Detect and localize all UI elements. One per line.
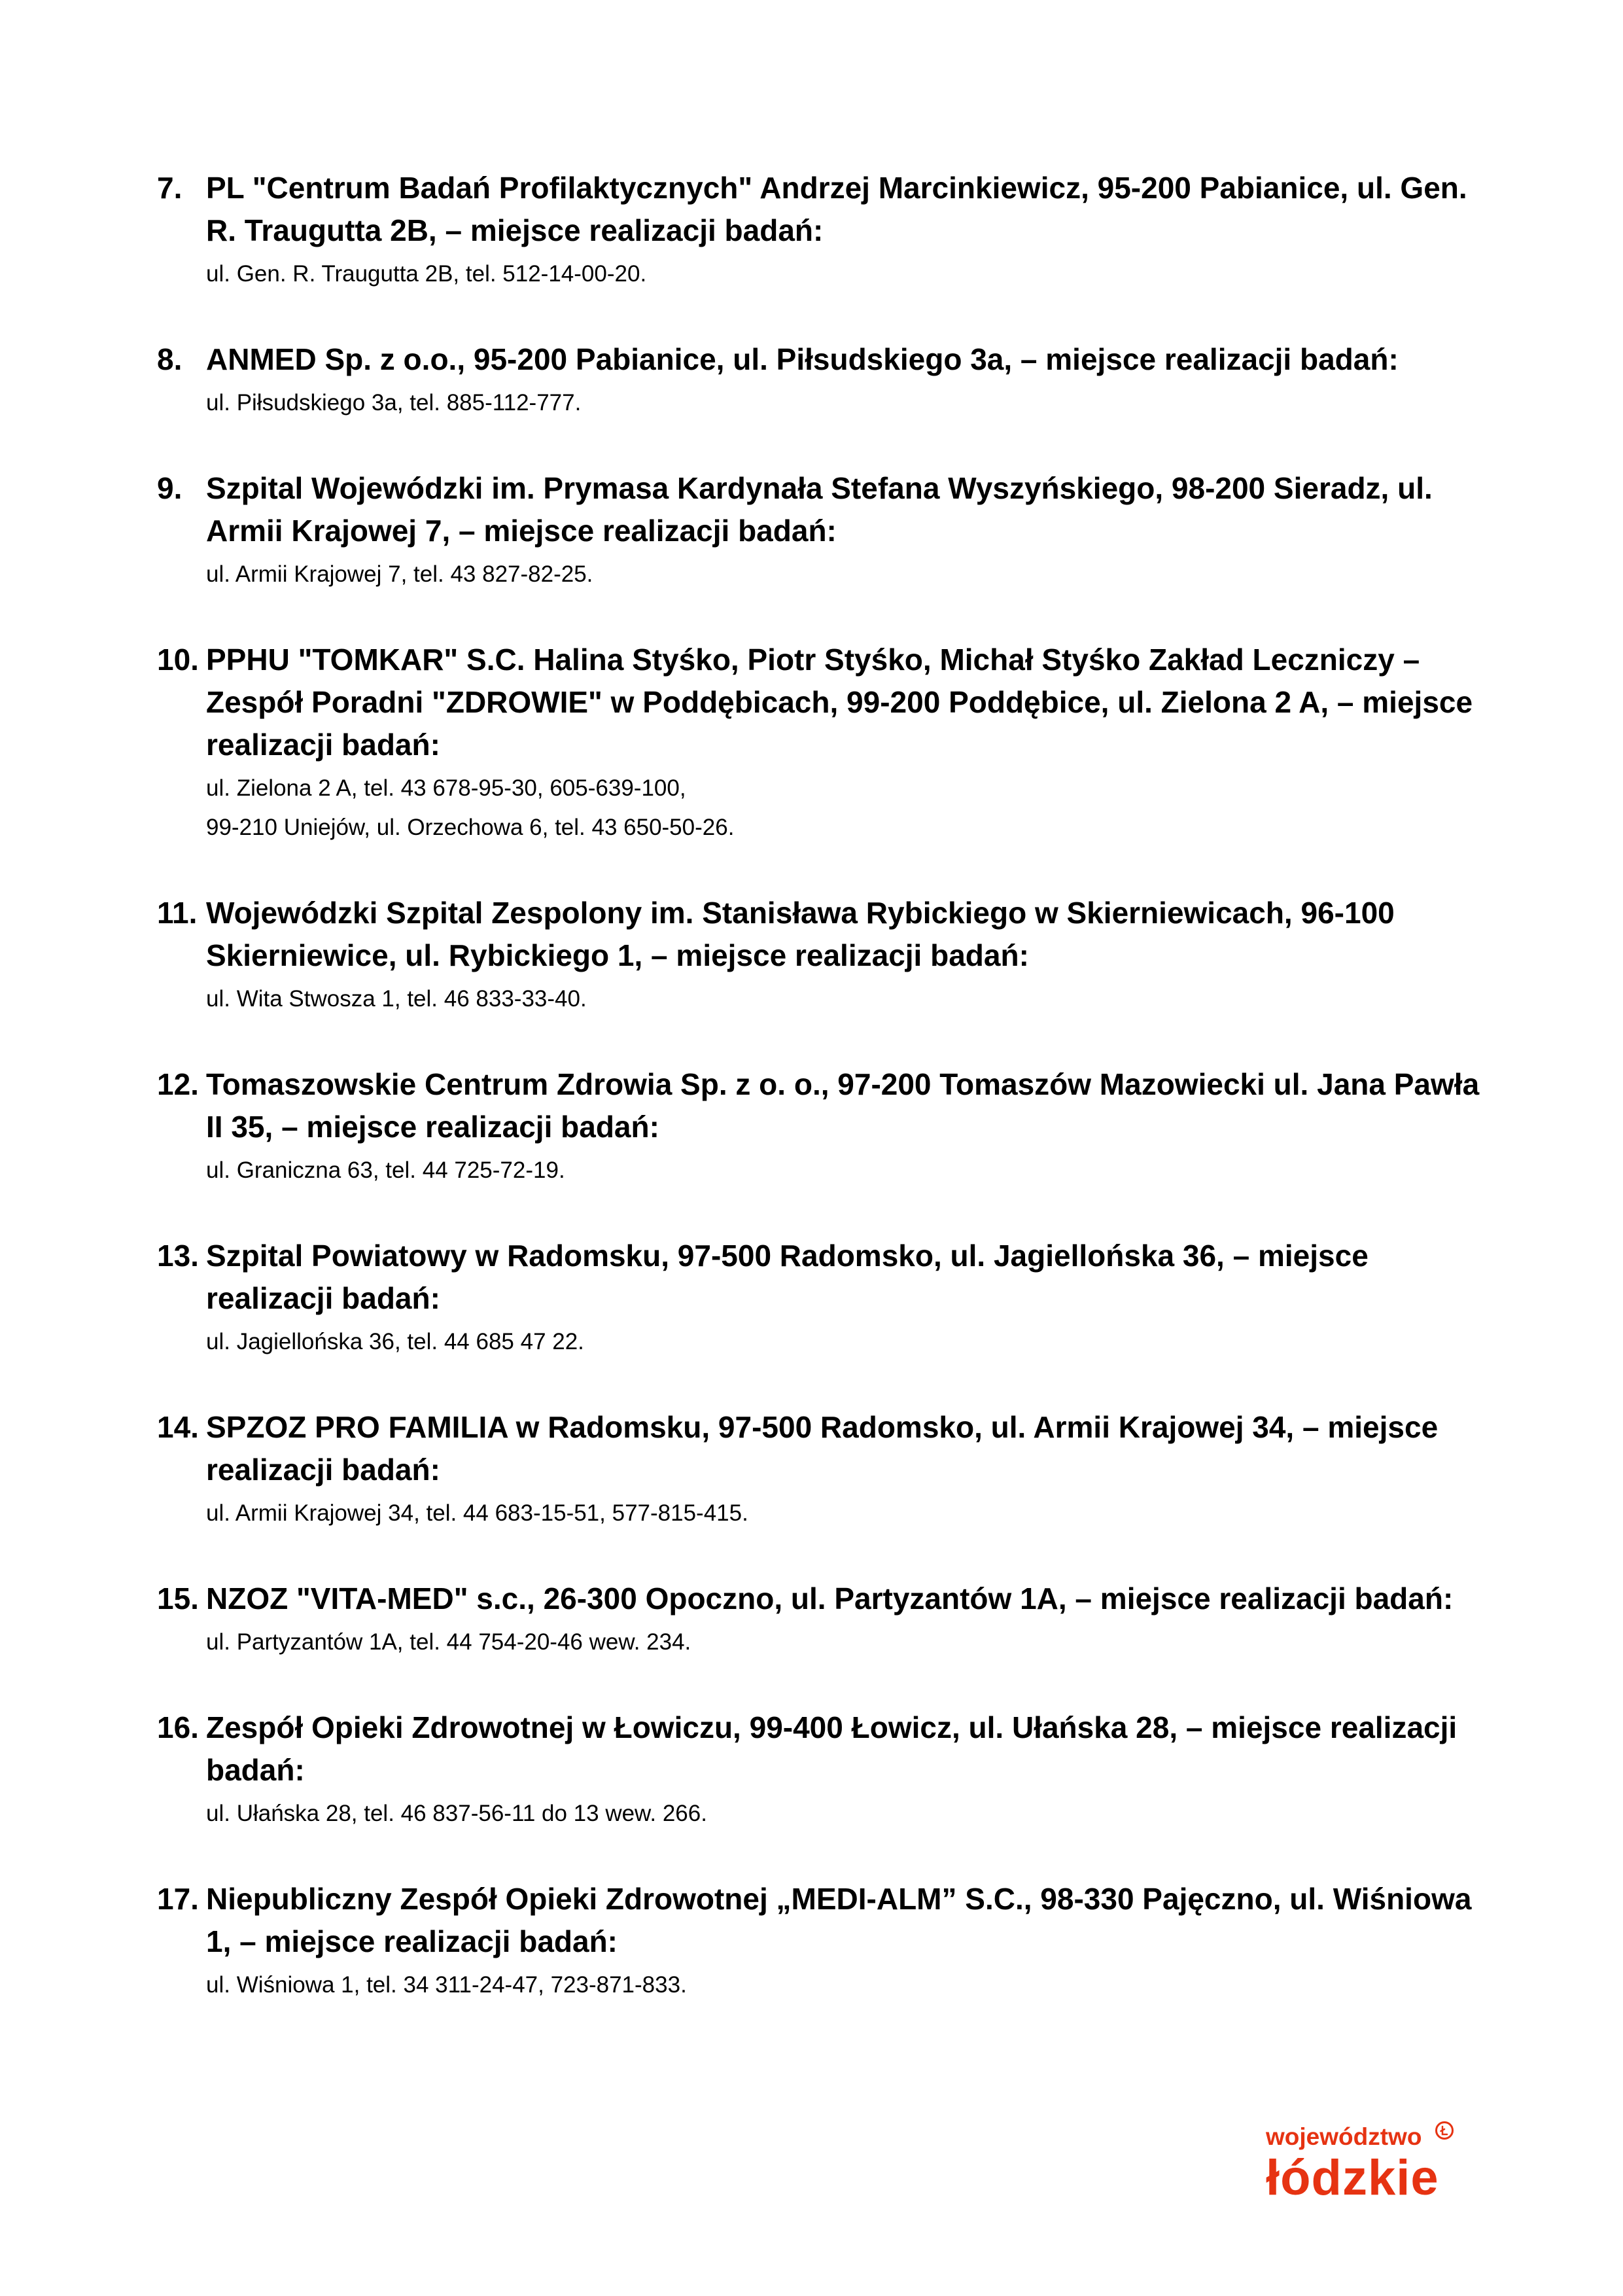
- facility-title: Niepubliczny Zespół Opieki Zdrowotnej „MEDI-ALM” S.C., 98-330 Pajęczno, ul. Wiśniowa 1, – miejsce realizacji badań:: [206, 1882, 1472, 1958]
- list-item: [157, 1706, 1492, 1833]
- item-number: 7.: [157, 171, 183, 205]
- list-item: [157, 1878, 1492, 2005]
- facility-details: [206, 769, 1492, 847]
- facility-title: Szpital Powiatowy w Radomsku, 97-500 Radomsko, ul. Jagiellońska 36, – miejsce realizacji badań:: [206, 1239, 1369, 1315]
- item-body: [206, 338, 1492, 423]
- logo-line-1: województwo: [1266, 2123, 1422, 2150]
- list-item: [157, 892, 1492, 1019]
- facility-title: NZOZ "VITA-MED" s.c., 26-300 Opoczno, ul. Partyzantów 1A, – miejsce realizacji badań:: [206, 1581, 1454, 1616]
- detail-line: ul. Jagiellońska 36, tel. 44 685 47 22.: [206, 1329, 584, 1354]
- logo-line-2: łódzkie: [1266, 2150, 1439, 2206]
- detail-line: ul. Wiśniowa 1, tel. 34 311-24-47, 723-871-833.: [206, 1972, 687, 1998]
- item-number: 9.: [157, 471, 183, 505]
- detail-line: ul. Gen. R. Traugutta 2B, tel. 512-14-00-20.: [206, 261, 647, 287]
- item-body: [206, 1706, 1492, 1833]
- detail-line: 99-210 Uniejów, ul. Orzechowa 6, tel. 43 650-50-26.: [206, 815, 735, 840]
- facility-title: PPHU "TOMKAR" S.C. Halina Styśko, Piotr Styśko, Michał Styśko Zakład Leczniczy – Zespół Poradni "ZDROWIE" w Poddębicach, 99-200 Poddębice, ul. Zielona 2 A, – miejsce realizacji badań:: [206, 643, 1473, 762]
- item-body: [206, 1878, 1492, 2005]
- list-item: [157, 1406, 1492, 1533]
- facility-title: Szpital Wojewódzki im. Prymasa Kardynała Stefana Wyszyńskiego, 98-200 Sieradz, ul. Armii Krajowej 7, – miejsce realizacji badań:: [206, 471, 1433, 548]
- item-body: [206, 1406, 1492, 1533]
- facility-details: [206, 980, 1492, 1019]
- detail-line: ul. Ułańska 28, tel. 46 837-56-11 do 13 wew. 266.: [206, 1801, 707, 1826]
- facility-details: [206, 1794, 1492, 1833]
- detail-line: ul. Partyzantów 1A, tel. 44 754-20-46 wew. 234.: [206, 1629, 691, 1655]
- item-body: [206, 1578, 1492, 1662]
- item-number: 8.: [157, 342, 183, 376]
- facility-details: [206, 383, 1492, 423]
- detail-line: ul. Armii Krajowej 7, tel. 43 827-82-25.: [206, 561, 593, 587]
- item-number: 14.: [157, 1410, 199, 1444]
- item-body: [206, 639, 1492, 847]
- facility-details: [206, 1966, 1492, 2005]
- item-body: [206, 892, 1492, 1019]
- list-item: [157, 167, 1492, 294]
- list-item: [157, 1235, 1492, 1362]
- facility-title: Wojewódzki Szpital Zespolony im. Stanisława Rybickiego w Skierniewicach, 96-100 Skierniewice, ul. Rybickiego 1, – miejsce realizacji badań:: [206, 896, 1395, 972]
- list-item: [157, 1578, 1492, 1662]
- item-body: [206, 167, 1492, 294]
- item-number: 11.: [157, 896, 198, 930]
- detail-line: ul. Armii Krajowej 34, tel. 44 683-15-51, 577-815-415.: [206, 1500, 748, 1526]
- list-item: [157, 639, 1492, 847]
- item-number: 12.: [157, 1067, 199, 1101]
- facility-title: SPZOZ PRO FAMILIA w Radomsku, 97-500 Radomsko, ul. Armii Krajowej 34, – miejsce realizacji badań:: [206, 1410, 1439, 1487]
- item-number: 15.: [157, 1581, 199, 1616]
- logo-emblem-icon: [1435, 2121, 1454, 2140]
- facility-title: Tomaszowskie Centrum Zdrowia Sp. z o. o., 97-200 Tomaszów Mazowiecki ul. Jana Pawła II 35, – miejsce realizacji badań:: [206, 1067, 1480, 1144]
- facility-details: [206, 255, 1492, 294]
- list-item: [157, 467, 1492, 594]
- item-body: [206, 467, 1492, 594]
- facility-details: [206, 1322, 1492, 1362]
- facility-list: [157, 167, 1492, 2049]
- item-body: [206, 1235, 1492, 1362]
- facility-title: PL "Centrum Badań Profilaktycznych" Andrzej Marcinkiewicz, 95-200 Pabianice, ul. Gen. R. Traugutta 2B, – miejsce realizacji badań:: [206, 171, 1467, 247]
- item-number: 17.: [157, 1882, 199, 1916]
- list-item: [157, 1063, 1492, 1190]
- facility-details: [206, 555, 1492, 594]
- region-logo: [1266, 2124, 1462, 2209]
- detail-line: ul. Piłsudskiego 3a, tel. 885-112-777.: [206, 390, 582, 415]
- facility-details: [206, 1623, 1492, 1662]
- facility-title: ANMED Sp. z o.o., 95-200 Pabianice, ul. Piłsudskiego 3a, – miejsce realizacji badań:: [206, 342, 1399, 376]
- facility-details: [206, 1151, 1492, 1190]
- detail-line: ul. Graniczna 63, tel. 44 725-72-19.: [206, 1157, 565, 1183]
- detail-line: ul. Zielona 2 A, tel. 43 678-95-30, 605-639-100,: [206, 775, 686, 801]
- facility-title: Zespół Opieki Zdrowotnej w Łowiczu, 99-400 Łowicz, ul. Ułańska 28, – miejsce realizacji badań:: [206, 1710, 1457, 1787]
- detail-line: ul. Wita Stwosza 1, tel. 46 833-33-40.: [206, 986, 587, 1012]
- item-number: 13.: [157, 1239, 199, 1273]
- item-number: 10.: [157, 643, 199, 677]
- list-item: [157, 338, 1492, 423]
- facility-details: [206, 1494, 1492, 1533]
- item-number: 16.: [157, 1710, 199, 1744]
- item-body: [206, 1063, 1492, 1190]
